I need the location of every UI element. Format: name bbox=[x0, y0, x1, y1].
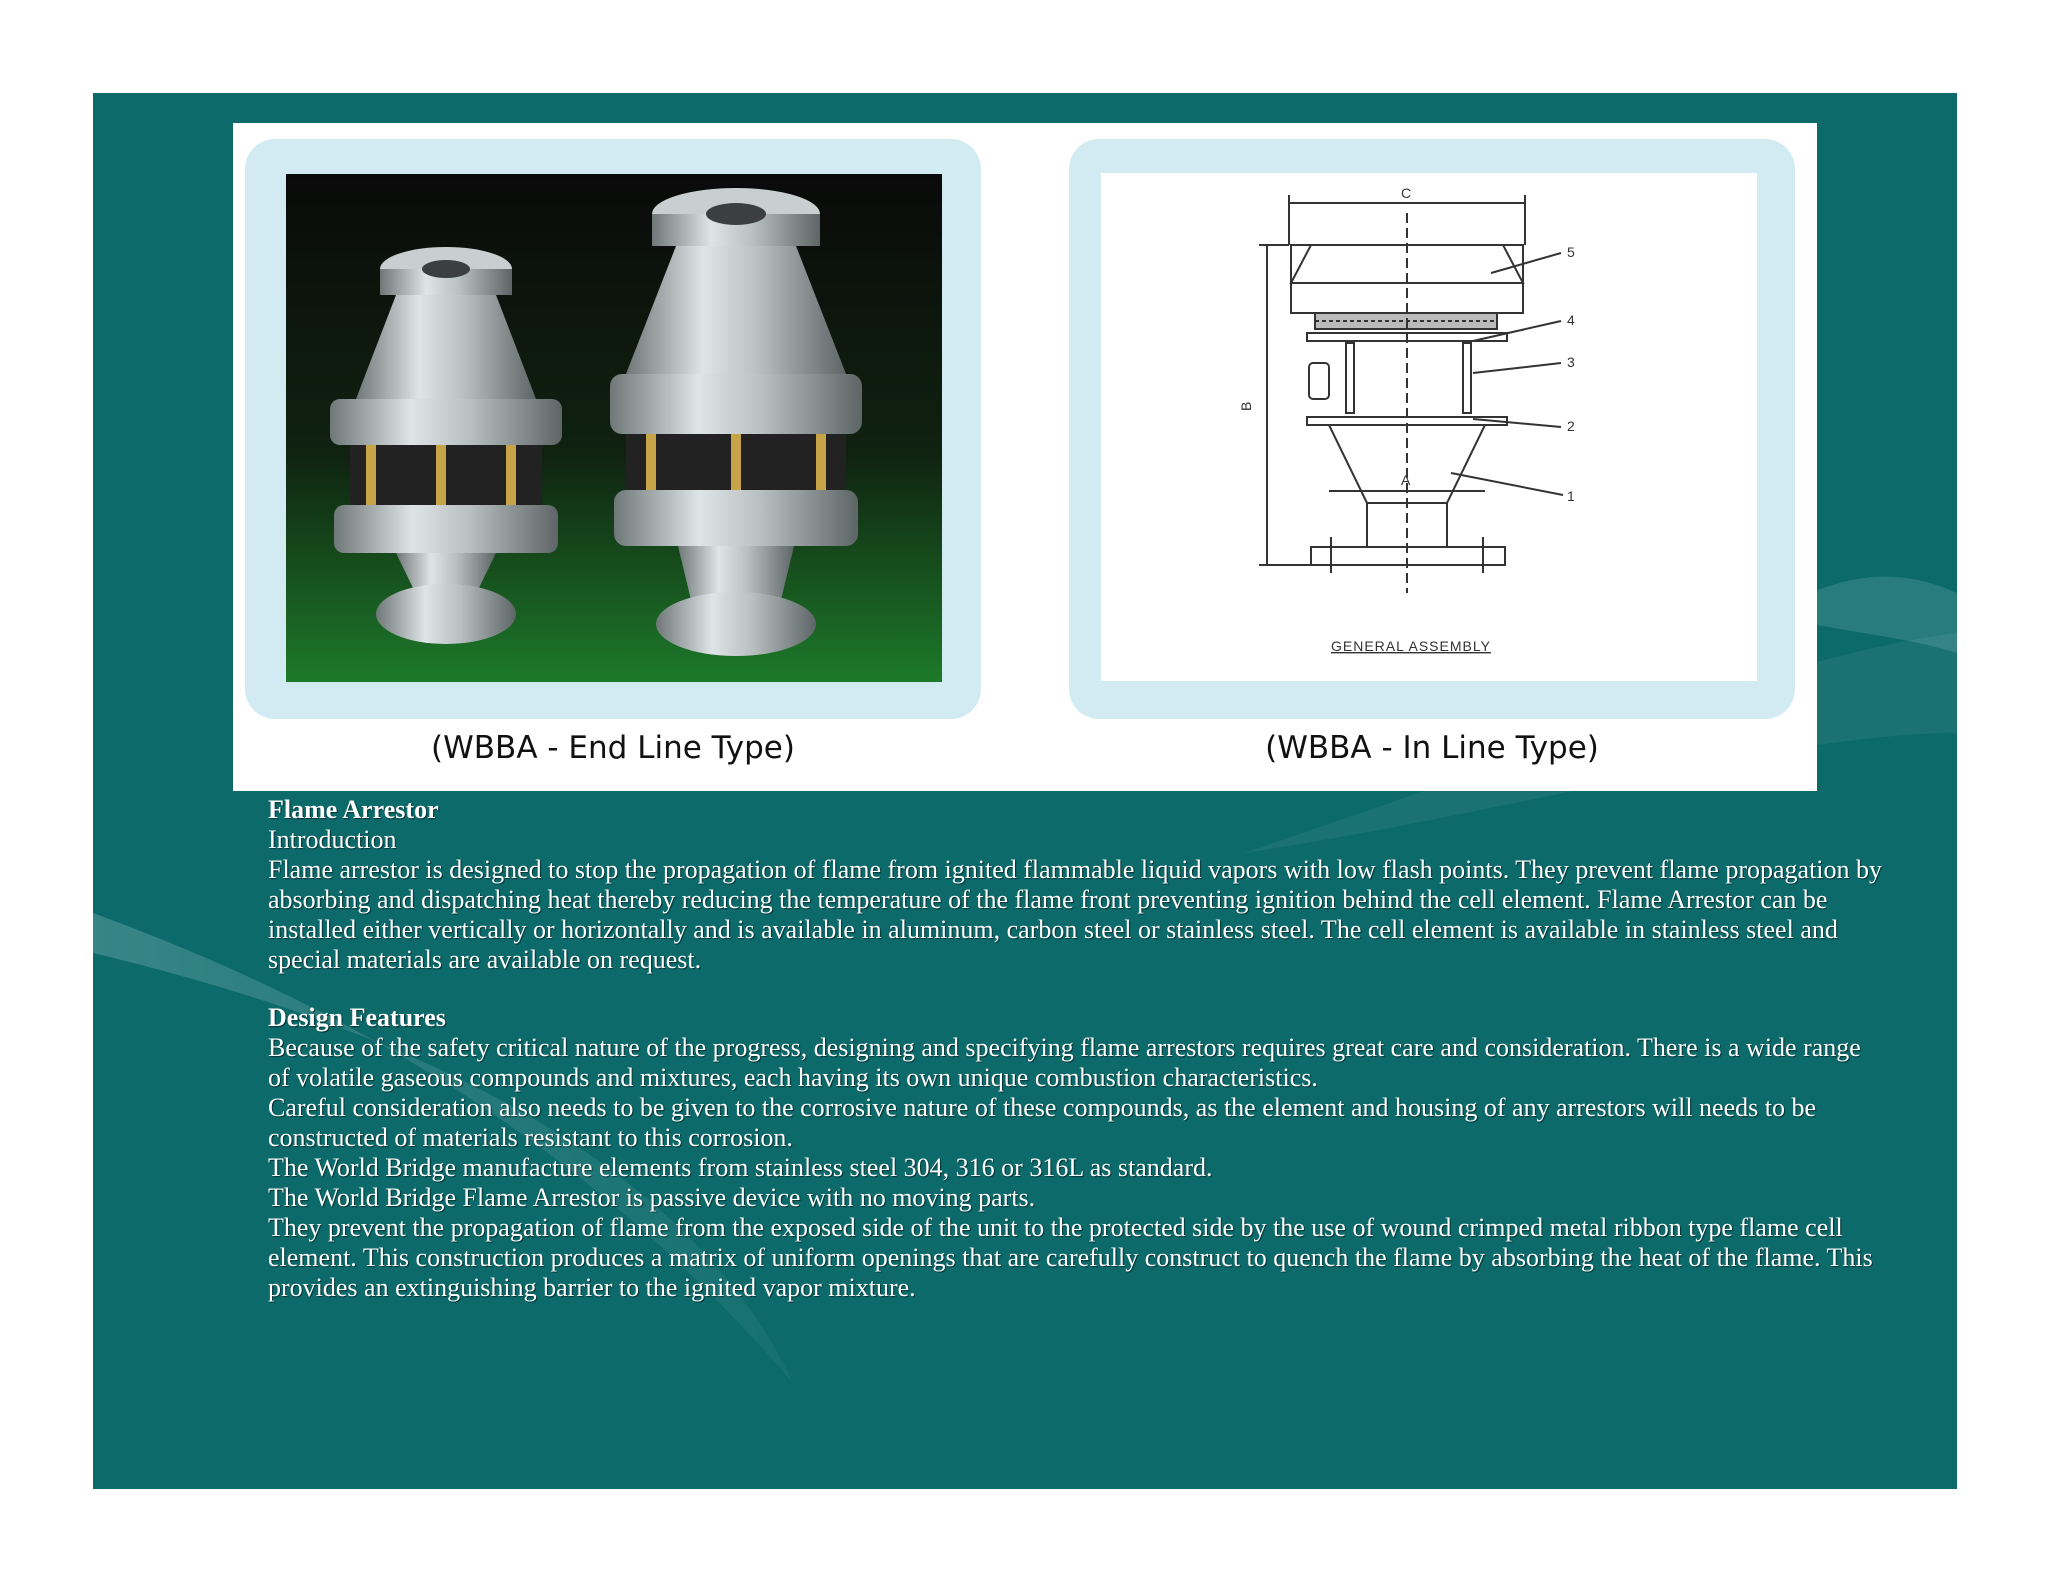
dimension-c-label: C bbox=[1401, 185, 1412, 201]
in-line-drawing-frame bbox=[1069, 139, 1795, 719]
intro-paragraph: Flame arrestor is designed to stop the propagation of flame from ignited flammable liquid vapors with low flash points. They prevent flame propagation by absorbing and dispatching heat thereby reducing the temperature of the flame front preventing ignition behind the cell element. Flame Arrestor can be installed either vertically or horizontally and is available in aluminum, carbon steel or stainless steel. The cell element is available in stainless steel and special materials are available on request. bbox=[268, 855, 1883, 974]
design-paragraph-1: Because of the safety critical nature of the progress, designing and specifying flame arrestors requires great care and consideration. There is a wide range of volatile gaseous compounds and mixtures, each having its own unique combustion characteristics. bbox=[268, 1033, 1861, 1092]
in-line-caption: (WBBA - In Line Type) bbox=[1265, 730, 1599, 766]
dimension-a-label: A bbox=[1401, 472, 1411, 488]
end-line-photo-frame bbox=[245, 139, 981, 719]
part-3-label: 3 bbox=[1567, 354, 1575, 370]
drawing-title: GENERAL ASSEMBLY bbox=[1331, 638, 1491, 654]
dimension-b-label: B bbox=[1238, 401, 1254, 411]
part-4-label: 4 bbox=[1567, 312, 1575, 328]
design-paragraph-4: The World Bridge Flame Arrestor is passive device with no moving parts. bbox=[268, 1183, 1036, 1212]
image-panel bbox=[233, 123, 1817, 791]
page-title: Flame Arrestor bbox=[268, 795, 439, 824]
general-assembly-drawing bbox=[1101, 173, 1757, 681]
design-paragraph-5: They prevent the propagation of flame from the exposed side of the unit to the protected side by the use of wound crimped metal ribbon type flame cell element. This construction produces a matrix of uniform openings that are carefully construct to quench the flame by absorbing the heat of the flame. This provides an extinguishing barrier to the ignited vapor mixture. bbox=[268, 1213, 1873, 1302]
body-text bbox=[268, 795, 1888, 1303]
design-features-heading: Design Features bbox=[268, 1003, 446, 1032]
design-paragraph-3: The World Bridge manufacture elements from stainless steel 304, 316 or 316L as standard. bbox=[268, 1153, 1213, 1182]
design-paragraph-2: Careful consideration also needs to be given to the corrosive nature of these compounds, as the element and housing of any arrestors will needs to be constructed of materials resistant to this corrosion. bbox=[268, 1093, 1817, 1152]
slide-background bbox=[93, 93, 1957, 1489]
end-line-caption: (WBBA - End Line Type) bbox=[431, 730, 795, 766]
spacer bbox=[268, 975, 1888, 1003]
part-5-label: 5 bbox=[1567, 244, 1575, 260]
flame-arrestor-photo bbox=[286, 174, 942, 682]
part-1-label: 1 bbox=[1567, 488, 1575, 504]
intro-heading: Introduction bbox=[268, 825, 397, 854]
part-2-label: 2 bbox=[1567, 418, 1575, 434]
